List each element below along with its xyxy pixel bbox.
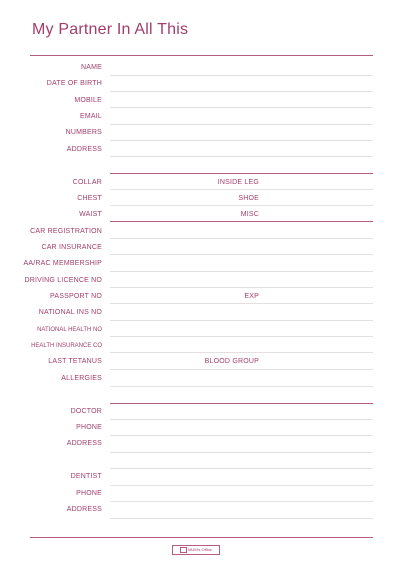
label-car-insurance: CAR INSURANCE: [41, 244, 102, 251]
label-driving-licence: DRIVING LICENCE NO: [24, 277, 102, 284]
title-rule: [30, 55, 373, 56]
write-line-car-reg[interactable]: [110, 238, 373, 239]
label-shoe: SHOE: [238, 195, 259, 202]
label-doctor: DOCTOR: [70, 408, 102, 415]
label-numbers: NUMBERS: [65, 129, 102, 136]
write-line-chest[interactable]: [110, 205, 373, 206]
write-line-dob[interactable]: [110, 91, 373, 92]
write-line-allergies[interactable]: [110, 386, 373, 387]
label-waist: WAIST: [79, 211, 102, 218]
label-name: NAME: [80, 64, 102, 71]
label-chest: CHEST: [77, 195, 102, 202]
write-line-dentist-address[interactable]: [110, 518, 373, 519]
brand-logo: [172, 545, 220, 555]
write-line-email[interactable]: [110, 124, 373, 125]
label-doctor-phone: PHONE: [76, 424, 102, 431]
write-line-car-ins[interactable]: [110, 254, 373, 255]
label-dentist: DENTIST: [70, 473, 102, 480]
label-national-ins: NATIONAL INS NO: [38, 309, 102, 316]
label-exp: EXP: [244, 293, 259, 300]
logo-icon: [180, 547, 187, 553]
write-line-dentist-phone[interactable]: [110, 501, 373, 502]
write-line-tetanus[interactable]: [110, 369, 373, 370]
label-aarac-membership: AA/RAC MEMBERSHIP: [23, 260, 102, 267]
label-last-tetanus: LAST TETANUS: [48, 358, 102, 365]
write-line-nh[interactable]: [110, 336, 373, 337]
logo-text: MUM's Office: [188, 547, 212, 552]
section-rule-sizes: [110, 173, 373, 174]
write-line-doctor-address-2[interactable]: [110, 468, 373, 469]
write-line-aarac[interactable]: [110, 271, 373, 272]
label-misc: MISC: [240, 211, 259, 218]
write-line-ni[interactable]: [110, 320, 373, 321]
write-line-passport[interactable]: [110, 303, 373, 304]
footer-rule: [30, 537, 373, 538]
label-dentist-phone: PHONE: [76, 490, 102, 497]
label-collar: COLLAR: [72, 179, 102, 186]
label-car-registration: CAR REGISTRATION: [30, 228, 102, 235]
write-line-dentist[interactable]: [110, 485, 373, 486]
label-date-of-birth: DATE OF BIRTH: [46, 80, 102, 87]
section-rule-doctor: [110, 403, 373, 404]
label-blood-group: BLOOD GROUP: [204, 358, 259, 365]
section-rule-docs: [110, 221, 373, 222]
write-line-name[interactable]: [110, 75, 373, 76]
label-email: EMAIL: [79, 113, 102, 120]
label-national-health: NATIONAL HEALTH NO: [37, 327, 102, 333]
page-title: My Partner In All This: [32, 21, 189, 38]
write-line-doctor[interactable]: [110, 419, 373, 420]
write-line-mobile[interactable]: [110, 107, 373, 108]
write-line-doctor-address-1[interactable]: [110, 452, 373, 453]
write-line-driving[interactable]: [110, 287, 373, 288]
label-mobile: MOBILE: [74, 97, 102, 104]
label-address: ADDRESS: [66, 146, 102, 153]
label-inside-leg: INSIDE LEG: [217, 179, 259, 186]
label-health-insurance: HEALTH INSURANCE CO: [31, 343, 102, 349]
label-passport-no: PASSPORT NO: [50, 293, 102, 300]
label-dentist-address: ADDRESS: [66, 506, 102, 513]
label-doctor-address: ADDRESS: [66, 440, 102, 447]
label-allergies: ALLERGIES: [61, 375, 102, 382]
write-line-numbers[interactable]: [110, 140, 373, 141]
write-line-health-ins[interactable]: [110, 352, 373, 353]
write-line-doctor-phone[interactable]: [110, 435, 373, 436]
write-line-collar[interactable]: [110, 189, 373, 190]
write-line-address-1[interactable]: [110, 156, 373, 157]
